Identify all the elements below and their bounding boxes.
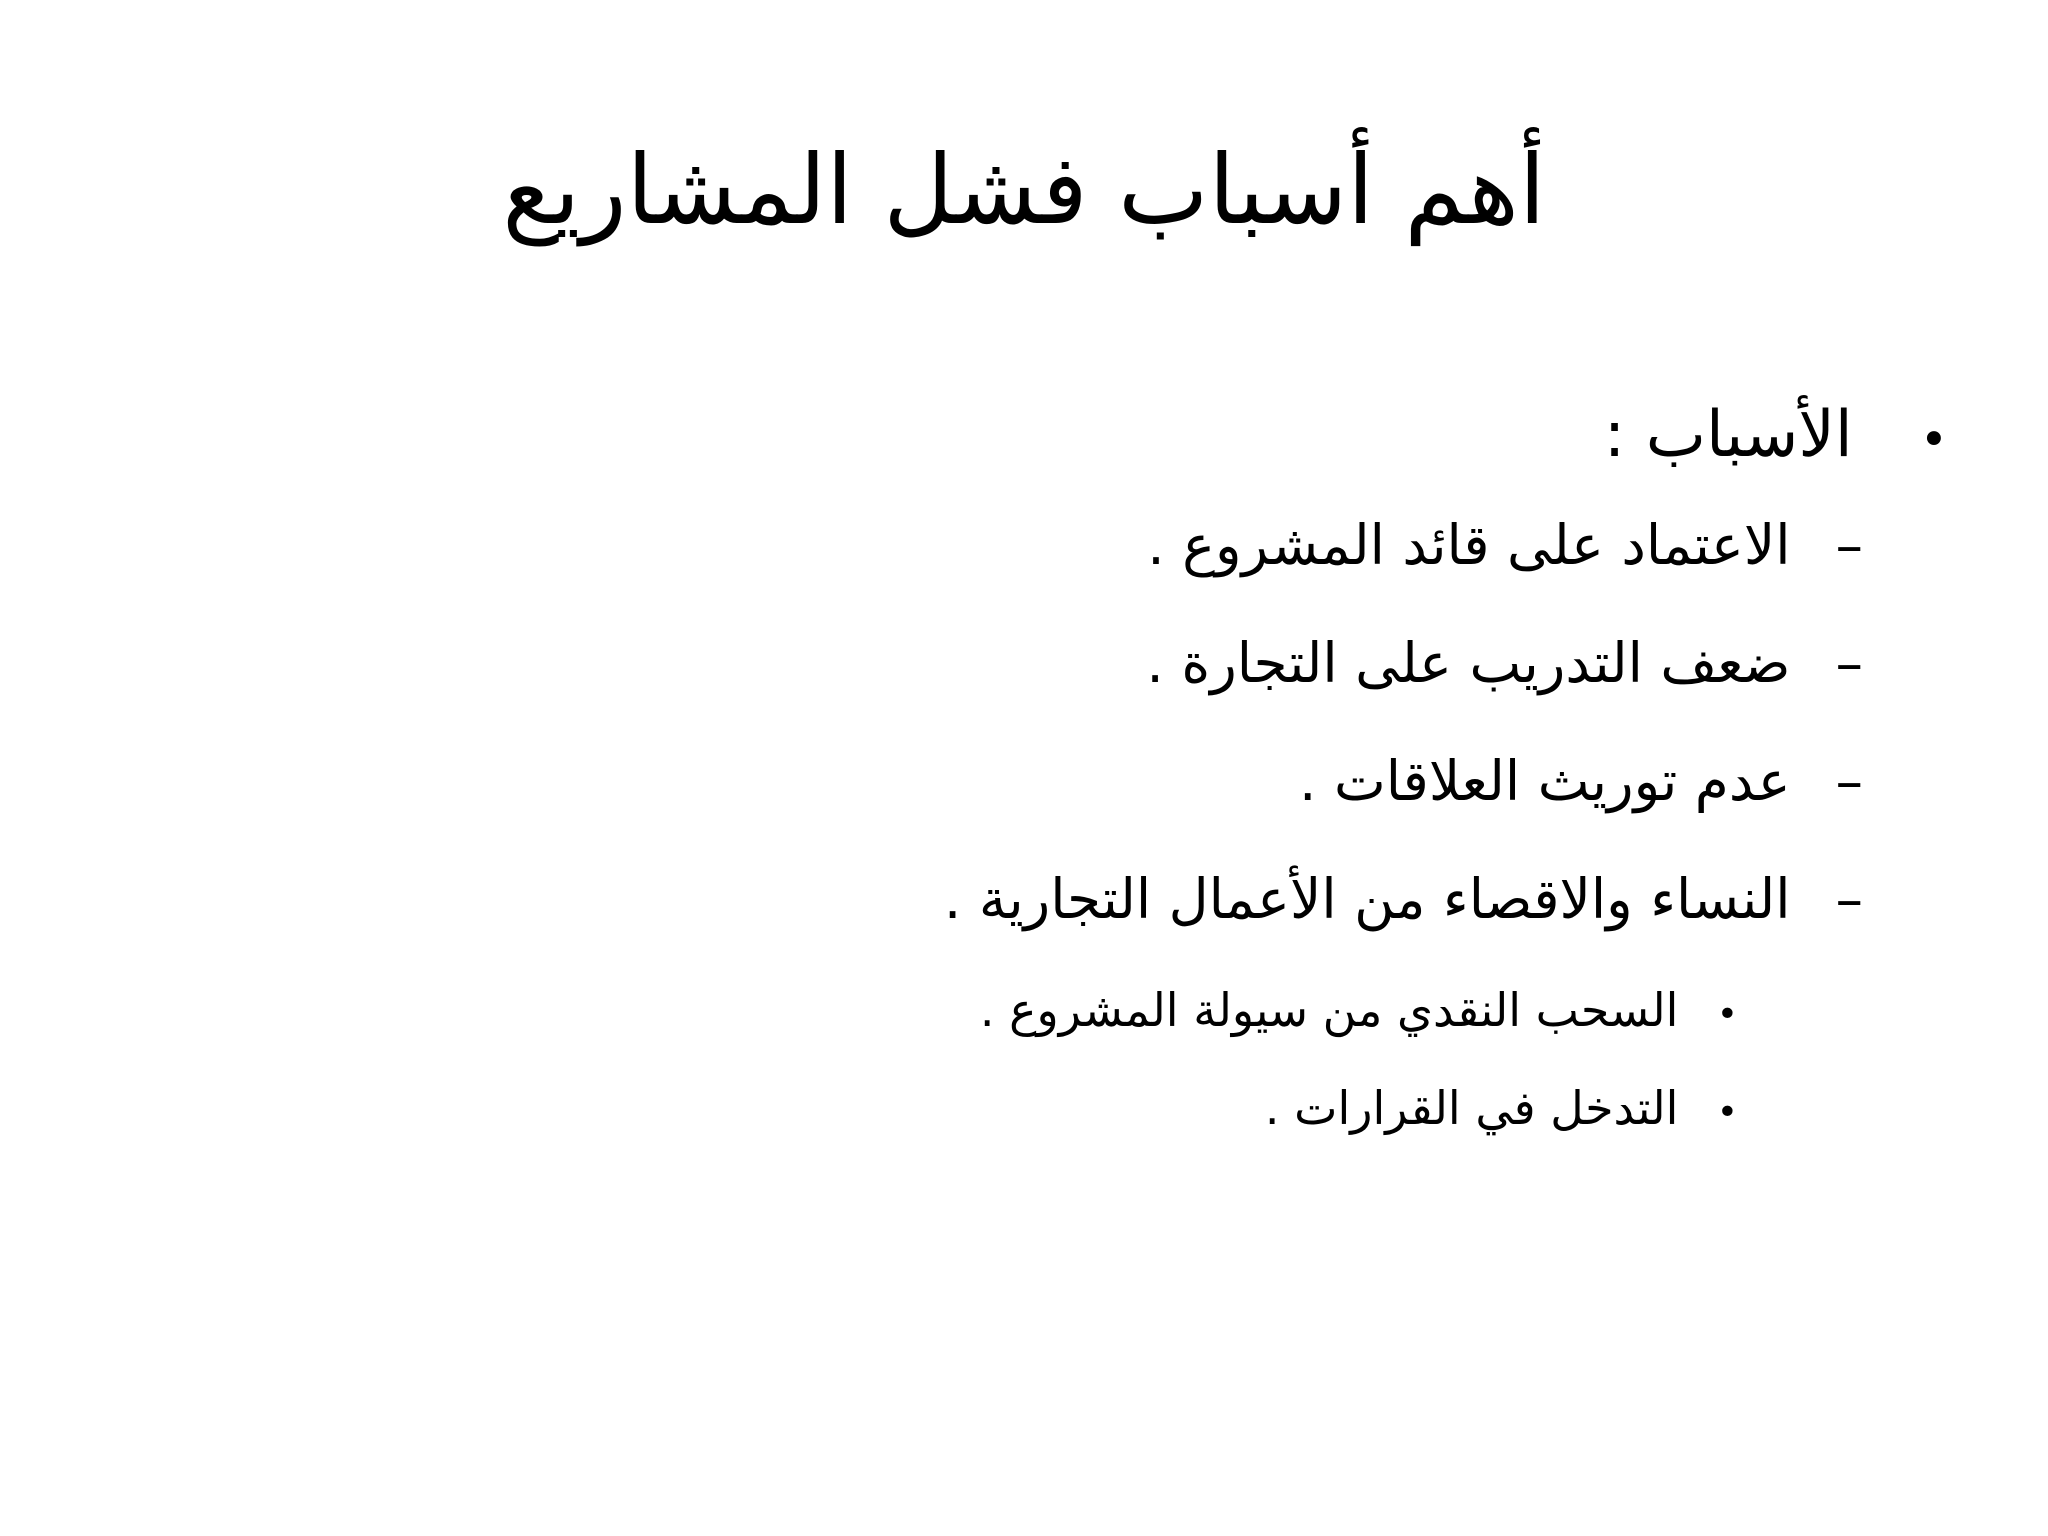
sub-bullet-3-text: عدم توريث العلاقات . [1299,749,1791,813]
dash-marker: – [1835,867,1863,931]
bullet-causes-text: الأسباب : [1603,398,1853,472]
bullet-marker: • [1919,412,1948,468]
slide-title: أهم أسباب فشل المشاريع [502,134,1546,246]
dash-marker: – [1835,631,1863,695]
sub-bullet-2-text: ضعف التدريب على التجارة . [1146,631,1791,695]
bullet-marker: • [1716,1092,1738,1133]
sub-bullet-2 [1146,628,1863,698]
dash-marker: – [1835,749,1863,813]
dash-marker: – [1835,513,1863,577]
sub-sub-bullet-2-text: التدخل في القرارات . [1264,1081,1679,1135]
sub-bullet-4 [944,864,1863,934]
bullet-causes [1604,395,1948,480]
sub-sub-bullet-1-text: السحب النقدي من سيولة المشروع . [979,983,1679,1037]
sub-bullet-1 [1147,510,1863,580]
sub-bullet-4-text: النساء والاقصاء من الأعمال التجارية . [943,867,1791,931]
sub-sub-bullet-1 [980,980,1738,1045]
sub-bullet-1-text: الاعتماد على قائد المشروع . [1147,513,1791,577]
sub-bullet-3 [1299,746,1863,816]
sub-sub-bullet-2 [1265,1078,1738,1143]
bullet-marker: • [1716,994,1738,1035]
